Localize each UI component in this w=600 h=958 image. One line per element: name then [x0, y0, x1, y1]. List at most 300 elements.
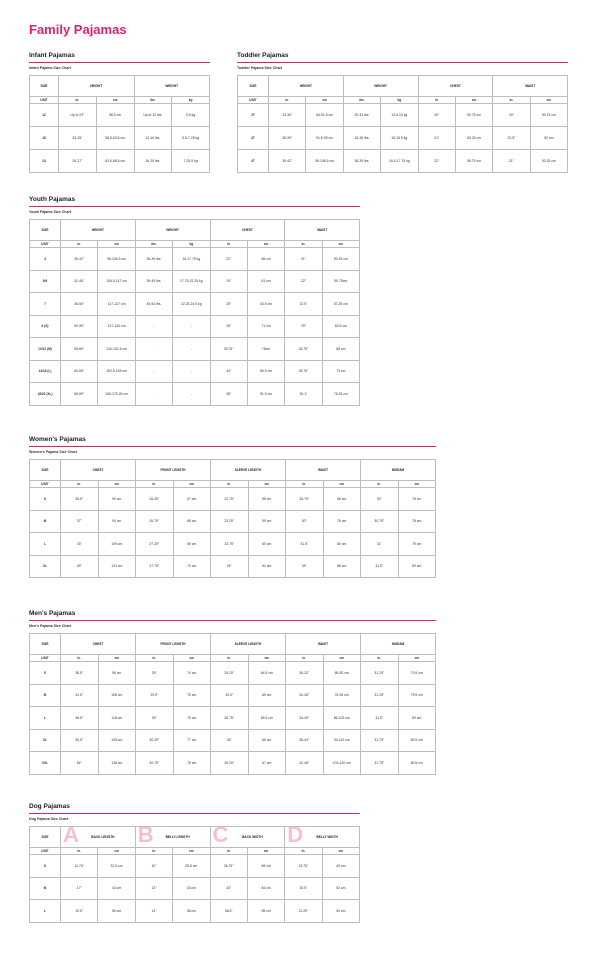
table-cell: 27.25" — [136, 533, 174, 556]
size-cell: M — [30, 510, 61, 533]
table-cell: 76 cm — [398, 488, 436, 511]
table-cell: 53.25 cm — [322, 248, 359, 271]
unit-cell: cm — [398, 655, 436, 662]
table-cell: 64.5 cm — [248, 662, 286, 685]
youth-section — [29, 196, 360, 406]
table-cell: 50.75 cm — [455, 104, 492, 127]
table-cell: 58 cm — [248, 488, 286, 511]
table-cell: 21" — [285, 248, 322, 271]
unit-cell: in. — [135, 848, 172, 855]
table-cell: 31.5" — [361, 555, 399, 578]
table-cell: 26" — [211, 729, 249, 752]
unit-cell: cm — [322, 241, 359, 248]
unit-cell: in. — [211, 481, 249, 488]
unit-cell: in. — [61, 655, 99, 662]
unit-cell: cm — [323, 481, 361, 488]
table-cell: 80 cm — [398, 707, 436, 730]
unit-cell: cm — [530, 97, 567, 104]
group-header — [135, 827, 210, 848]
table-cell: 76.25 cm — [322, 383, 359, 406]
table-cell: 73 cm — [322, 360, 359, 383]
group-header: INSEAM — [361, 460, 436, 481]
unit-cell: cm — [98, 848, 135, 855]
unit-cell: in. — [61, 481, 99, 488]
group-header — [61, 827, 136, 848]
table-cell: 25.5 cm — [173, 855, 210, 878]
table-cell: - — [135, 383, 172, 406]
table-cell: 25.75" — [211, 707, 249, 730]
table-cell: 7.25-9 kg — [172, 150, 210, 173]
table-cell: 38-44" — [286, 729, 324, 752]
table-cell: 94 cm — [98, 510, 136, 533]
table-cell: 26.25" — [211, 752, 249, 775]
unit-cell: cm — [248, 481, 286, 488]
table-cell: 84-91.5 cm — [306, 104, 343, 127]
unit-cell: in. — [211, 655, 249, 662]
size-header: SIZE — [30, 634, 61, 655]
letter-b-marker: B — [137, 826, 154, 847]
size-cell: S — [30, 488, 61, 511]
table-cell: 58.5-63.5 cm — [96, 127, 134, 150]
table-cell: 38.5" — [210, 900, 247, 923]
size-cell: 10/12 (M) — [30, 338, 61, 361]
table-cell: 91.5-99 cm — [306, 127, 343, 150]
youth-size-table — [29, 219, 360, 406]
unit-header: UNIT — [30, 481, 61, 488]
unit-cell: in. — [286, 481, 324, 488]
table-cell: 60-65" — [61, 360, 98, 383]
unit-cell: cm — [306, 97, 343, 104]
table-cell: - — [135, 360, 172, 383]
table-cell: 71 cm — [247, 315, 284, 338]
table-row — [30, 293, 360, 316]
size-cell: M — [30, 684, 61, 707]
table-cell: 42-46" — [286, 752, 324, 775]
table-cell: 104-120 cm — [323, 752, 361, 775]
unit-cell: cm — [248, 655, 286, 662]
table-cell: 34-40" — [286, 707, 324, 730]
table-cell: 76 cm — [173, 707, 211, 730]
infant-size-table — [29, 75, 210, 173]
unit-cell: in. — [493, 97, 530, 104]
unit-cell: cm — [322, 848, 359, 855]
group-header: HEIGHT — [61, 220, 136, 241]
table-cell: 20.5" — [285, 877, 322, 900]
table-cell: 36-39" — [269, 127, 306, 150]
section-title: Toddler Pajamas — [237, 52, 289, 59]
table-cell: 36-39 lbs. — [343, 150, 380, 173]
group-header: FRONT LENGTH — [136, 460, 211, 481]
table-cell: 152.5-165 cm — [98, 360, 135, 383]
table-cell: 36 cm — [173, 900, 210, 923]
group-header: CHEST — [61, 460, 136, 481]
letter-c-marker: C — [212, 826, 229, 847]
table-cell: 67 cm — [173, 488, 211, 511]
unit-cell: in. — [285, 241, 322, 248]
table-cell: Up to 23" — [59, 104, 97, 127]
table-cell: 30" — [136, 707, 174, 730]
table-cell: 36-39 lbs. — [135, 248, 172, 271]
group-header: CHEST — [418, 76, 493, 97]
group-header: WAIST — [493, 76, 568, 97]
size-cell: 8 (S) — [30, 315, 61, 338]
unit-cell: in. — [286, 655, 324, 662]
size-cell: 12 — [30, 104, 59, 127]
unit-cell: in. — [59, 97, 97, 104]
table-cell: 30" — [361, 488, 399, 511]
table-cell: 140-152.5 cm — [98, 338, 135, 361]
men-section — [29, 610, 436, 775]
section-subtitle: Men's Pajama Size Chart — [29, 624, 72, 628]
table-cell: 43" — [61, 533, 99, 556]
section-title: Men's Pajamas — [29, 610, 76, 617]
table-row — [30, 684, 436, 707]
table-cell: 55.75cm — [322, 270, 359, 293]
table-cell: 86 cm — [323, 555, 361, 578]
table-cell: 25.5" — [211, 684, 249, 707]
unit-cell: in. — [210, 848, 247, 855]
unit-header: UNIT — [30, 848, 61, 855]
table-cell: 24" — [210, 270, 247, 293]
table-cell: 94-110 cm — [323, 729, 361, 752]
size-cell: L — [30, 533, 61, 556]
table-cell: 118 cm — [98, 707, 136, 730]
table-cell: 30.75" — [136, 752, 174, 775]
table-cell: 30.75" — [361, 510, 399, 533]
table-cell: 10" — [135, 855, 172, 878]
unit-cell: cm — [98, 241, 135, 248]
table-cell: 26.25" — [136, 488, 174, 511]
group-header: WAIST — [285, 220, 360, 241]
table-cell: 53.25 cm — [455, 127, 492, 150]
section-subtitle: Toddler Pajama Size Chart — [237, 66, 283, 70]
size-cell: 24 — [30, 150, 59, 173]
table-cell: 26.75" — [210, 855, 247, 878]
table-cell: 78cm — [247, 338, 284, 361]
table-cell: 27.75" — [136, 555, 174, 578]
table-cell: 25.25" — [211, 662, 249, 685]
table-row — [30, 315, 360, 338]
size-cell: 4 — [30, 248, 61, 271]
table-cell: 80.5 cm — [398, 729, 436, 752]
unit-cell: in. — [136, 655, 174, 662]
group-header: WEIGHT — [135, 220, 210, 241]
table-cell: 40 cm — [322, 855, 359, 878]
table-cell: 98 cm — [247, 900, 284, 923]
unit-cell: in. — [269, 97, 306, 104]
table-cell: 63.5-68.5 cm — [96, 150, 134, 173]
group-header: SLEEVE LENGTH — [211, 634, 286, 655]
table-cell: 21" — [418, 127, 455, 150]
unit-cell: in. — [61, 848, 98, 855]
table-cell: 53.25 cm — [530, 150, 567, 173]
table-row — [30, 270, 360, 293]
unit-cell: in. — [136, 481, 174, 488]
table-cell: 15-16.5 kg — [381, 127, 418, 150]
size-header: SIZE — [30, 220, 61, 241]
table-cell: 13.5-15 kg — [381, 104, 418, 127]
table-cell: 16.5-17.75 kg — [381, 150, 418, 173]
table-cell: 91.5 cm — [247, 383, 284, 406]
group-label: BACK WIDTH — [242, 835, 263, 839]
table-cell: 61 cm — [247, 270, 284, 293]
table-cell: 21.25" — [285, 900, 322, 923]
table-cell: 57.25 cm — [322, 293, 359, 316]
group-header: CHEST — [210, 220, 285, 241]
table-cell: 46-50" — [61, 293, 98, 316]
table-cell: 22" — [285, 270, 322, 293]
table-row — [238, 104, 568, 127]
table-cell: 31.25" — [361, 684, 399, 707]
unit-cell: in. — [361, 655, 399, 662]
table-cell: 5.5-7.25 kg — [172, 127, 210, 150]
unit-cell: cm — [323, 655, 361, 662]
table-cell: 70 cm — [173, 555, 211, 578]
table-cell: 66 cm — [248, 729, 286, 752]
table-cell: 33" — [210, 877, 247, 900]
table-cell: 67 cm — [248, 752, 286, 775]
table-cell: 99-106.5 cm — [306, 150, 343, 173]
unit-cell: cm — [98, 655, 136, 662]
table-cell: 65.5 cm — [248, 707, 286, 730]
table-cell: 20.5" — [493, 127, 530, 150]
women-size-table — [29, 459, 436, 578]
table-cell: 23-25" — [59, 127, 97, 150]
section-subtitle: Youth Pajama Size Chart — [29, 210, 72, 214]
table-cell: - — [173, 360, 210, 383]
table-cell: 21" — [493, 150, 530, 173]
table-cell: 31.75" — [361, 729, 399, 752]
table-cell: 76 cm — [323, 510, 361, 533]
table-cell: 50.5" — [61, 729, 99, 752]
table-row — [30, 510, 436, 533]
table-cell: 33-36" — [269, 104, 306, 127]
table-row — [30, 900, 360, 923]
table-cell: 79 cm — [398, 533, 436, 556]
unit-cell: cm — [173, 481, 211, 488]
table-cell: 76-92 cm — [323, 684, 361, 707]
size-header: SIZE — [30, 460, 61, 481]
table-row — [30, 877, 360, 900]
section-divider — [29, 62, 210, 63]
unit-header: UNIT — [30, 241, 61, 248]
group-header: CHEST — [61, 634, 136, 655]
table-cell: - — [135, 315, 172, 338]
table-cell: 74 cm — [173, 662, 211, 685]
table-row — [30, 104, 210, 127]
unit-header: UNIT — [238, 97, 269, 104]
toddler-size-table — [237, 75, 568, 173]
table-cell: 109 cm — [98, 533, 136, 556]
table-cell: 68 cm — [322, 338, 359, 361]
letter-d-marker: D — [287, 826, 304, 847]
women-section — [29, 436, 436, 578]
table-row — [30, 729, 436, 752]
table-row — [30, 248, 360, 271]
table-cell: - — [173, 338, 210, 361]
table-cell: 79.5 cm — [398, 662, 436, 685]
table-cell: 28.75" — [285, 360, 322, 383]
table-cell: 32.5 cm — [98, 855, 135, 878]
table-cell: 108 cm — [98, 684, 136, 707]
table-cell: 31.25" — [361, 662, 399, 685]
men-size-table — [29, 633, 436, 775]
table-cell: 68 cm — [173, 510, 211, 533]
table-cell: 31.5" — [361, 707, 399, 730]
group-header: WAIST — [286, 460, 361, 481]
group-header: FRONT LENGTH — [136, 634, 211, 655]
group-label: BELLY WIDTH — [316, 835, 338, 839]
table-cell: 23.75" — [211, 533, 249, 556]
unit-cell: cm — [398, 481, 436, 488]
table-row — [238, 150, 568, 173]
table-cell: 37" — [61, 510, 99, 533]
table-row — [30, 338, 360, 361]
section-title: Dog Pajamas — [29, 803, 70, 810]
table-row — [30, 555, 436, 578]
table-cell: 30-36" — [286, 684, 324, 707]
size-header: SIZE — [30, 827, 61, 848]
size-cell: L — [30, 707, 61, 730]
table-cell: 22.75" — [211, 488, 249, 511]
table-cell: 65 cm — [248, 684, 286, 707]
table-cell: 16-17.75 kg — [173, 248, 210, 271]
table-row — [30, 127, 210, 150]
table-cell: 33 cm — [173, 877, 210, 900]
table-cell: 43 cm — [98, 877, 135, 900]
section-divider — [29, 446, 436, 447]
size-cell: XXL — [30, 752, 61, 775]
group-header — [210, 827, 285, 848]
toddler-section — [237, 52, 568, 173]
table-cell: 55.75 cm — [455, 150, 492, 173]
unit-cell: cm — [247, 848, 284, 855]
table-cell: 26-32" — [286, 662, 324, 685]
table-cell: 30.75" — [210, 338, 247, 361]
page-title: Family Pajamas — [29, 22, 127, 37]
table-cell: - — [135, 338, 172, 361]
size-cell: L — [30, 900, 61, 923]
table-row — [30, 150, 210, 173]
table-cell: 80 cm — [323, 533, 361, 556]
table-cell: 52 cm — [322, 877, 359, 900]
table-cell: 36" — [210, 383, 247, 406]
table-cell: 24" — [211, 555, 249, 578]
table-cell: 49-54 lbs. — [135, 293, 172, 316]
table-row — [30, 855, 360, 878]
table-cell: 50.75 cm — [530, 104, 567, 127]
table-cell: 15.75" — [285, 855, 322, 878]
table-cell: 63.5 cm — [322, 315, 359, 338]
section-divider — [29, 620, 436, 621]
table-cell: 84 cm — [247, 877, 284, 900]
table-cell: 86.5 cm — [247, 360, 284, 383]
table-cell: 56 cm — [247, 248, 284, 271]
table-cell: 63.5 cm — [247, 293, 284, 316]
table-cell: 80 cm — [398, 555, 436, 578]
unit-cell: in. — [210, 241, 247, 248]
section-divider — [29, 813, 360, 814]
table-cell: 39-42" — [269, 150, 306, 173]
section-divider — [237, 62, 568, 63]
table-cell: 30.1" — [285, 383, 322, 406]
table-cell: 16-20 lbs. — [134, 150, 172, 173]
group-header: HEIGHT — [269, 76, 344, 97]
table-cell: 30.25" — [136, 729, 174, 752]
table-cell: 50 cm — [98, 900, 135, 923]
table-cell: 69 cm — [173, 533, 211, 556]
table-cell: 25" — [210, 293, 247, 316]
table-cell: 68 cm — [247, 855, 284, 878]
table-cell: 46.5" — [61, 707, 99, 730]
table-row — [30, 488, 436, 511]
infant-section — [29, 52, 210, 173]
letter-a-marker: A — [63, 826, 79, 847]
table-cell: 31.75" — [361, 752, 399, 775]
unit-header: UNIT — [30, 97, 59, 104]
table-cell: 20" — [493, 104, 530, 127]
table-cell: 38.5" — [61, 662, 99, 685]
table-cell: 29.5" — [136, 684, 174, 707]
table-cell: 26.75" — [285, 338, 322, 361]
table-cell: 39-49 lbs. — [135, 270, 172, 293]
section-divider — [29, 206, 360, 207]
table-cell: 77 cm — [173, 729, 211, 752]
table-cell: 25" — [285, 315, 322, 338]
table-cell: 90 cm — [98, 488, 136, 511]
unit-cell: cm — [247, 241, 284, 248]
size-cell: XL — [30, 555, 61, 578]
group-header: INSEAM — [361, 634, 436, 655]
size-cell: 14/16 (L) — [30, 360, 61, 383]
table-cell: 31" — [361, 533, 399, 556]
table-cell: 12-16 lbs. — [134, 127, 172, 150]
table-cell: 61 cm — [248, 555, 286, 578]
size-cell: 3T — [238, 127, 269, 150]
unit-cell: in. — [418, 97, 455, 104]
table-cell: 124 cm — [98, 555, 136, 578]
table-cell: 52 cm — [530, 127, 567, 150]
section-subtitle: Infant Pajama Size Chart — [29, 66, 71, 70]
table-cell: 39-42" — [61, 248, 98, 271]
group-label: BACK LENGTH — [91, 835, 115, 839]
table-cell: 58.5 cm — [96, 104, 134, 127]
table-row — [30, 383, 360, 406]
group-header: WEIGHT — [134, 76, 210, 97]
table-cell: 138 cm — [98, 752, 136, 775]
unit-cell: cm — [173, 848, 210, 855]
unit-cell: lbs. — [343, 97, 380, 104]
table-cell: 28" — [210, 315, 247, 338]
size-cell: 18 — [30, 127, 59, 150]
table-cell: 106.5-117 cm — [98, 270, 135, 293]
group-header: WEIGHT — [343, 76, 418, 97]
table-cell: 42-46" — [61, 270, 98, 293]
table-cell: 50-55" — [61, 315, 98, 338]
table-cell: 34" — [286, 555, 324, 578]
unit-cell: in. — [285, 848, 322, 855]
table-cell: 34" — [210, 360, 247, 383]
table-cell: 165-175.25 cm — [98, 383, 135, 406]
table-cell: Up to 12 lbs. — [134, 104, 172, 127]
table-cell: 49" — [61, 555, 99, 578]
unit-cell: kg — [173, 241, 210, 248]
table-cell: 68 cm — [323, 488, 361, 511]
size-cell: S — [30, 662, 61, 685]
table-cell: 22" — [210, 248, 247, 271]
table-cell: 79.5 cm — [398, 684, 436, 707]
table-row — [30, 752, 436, 775]
